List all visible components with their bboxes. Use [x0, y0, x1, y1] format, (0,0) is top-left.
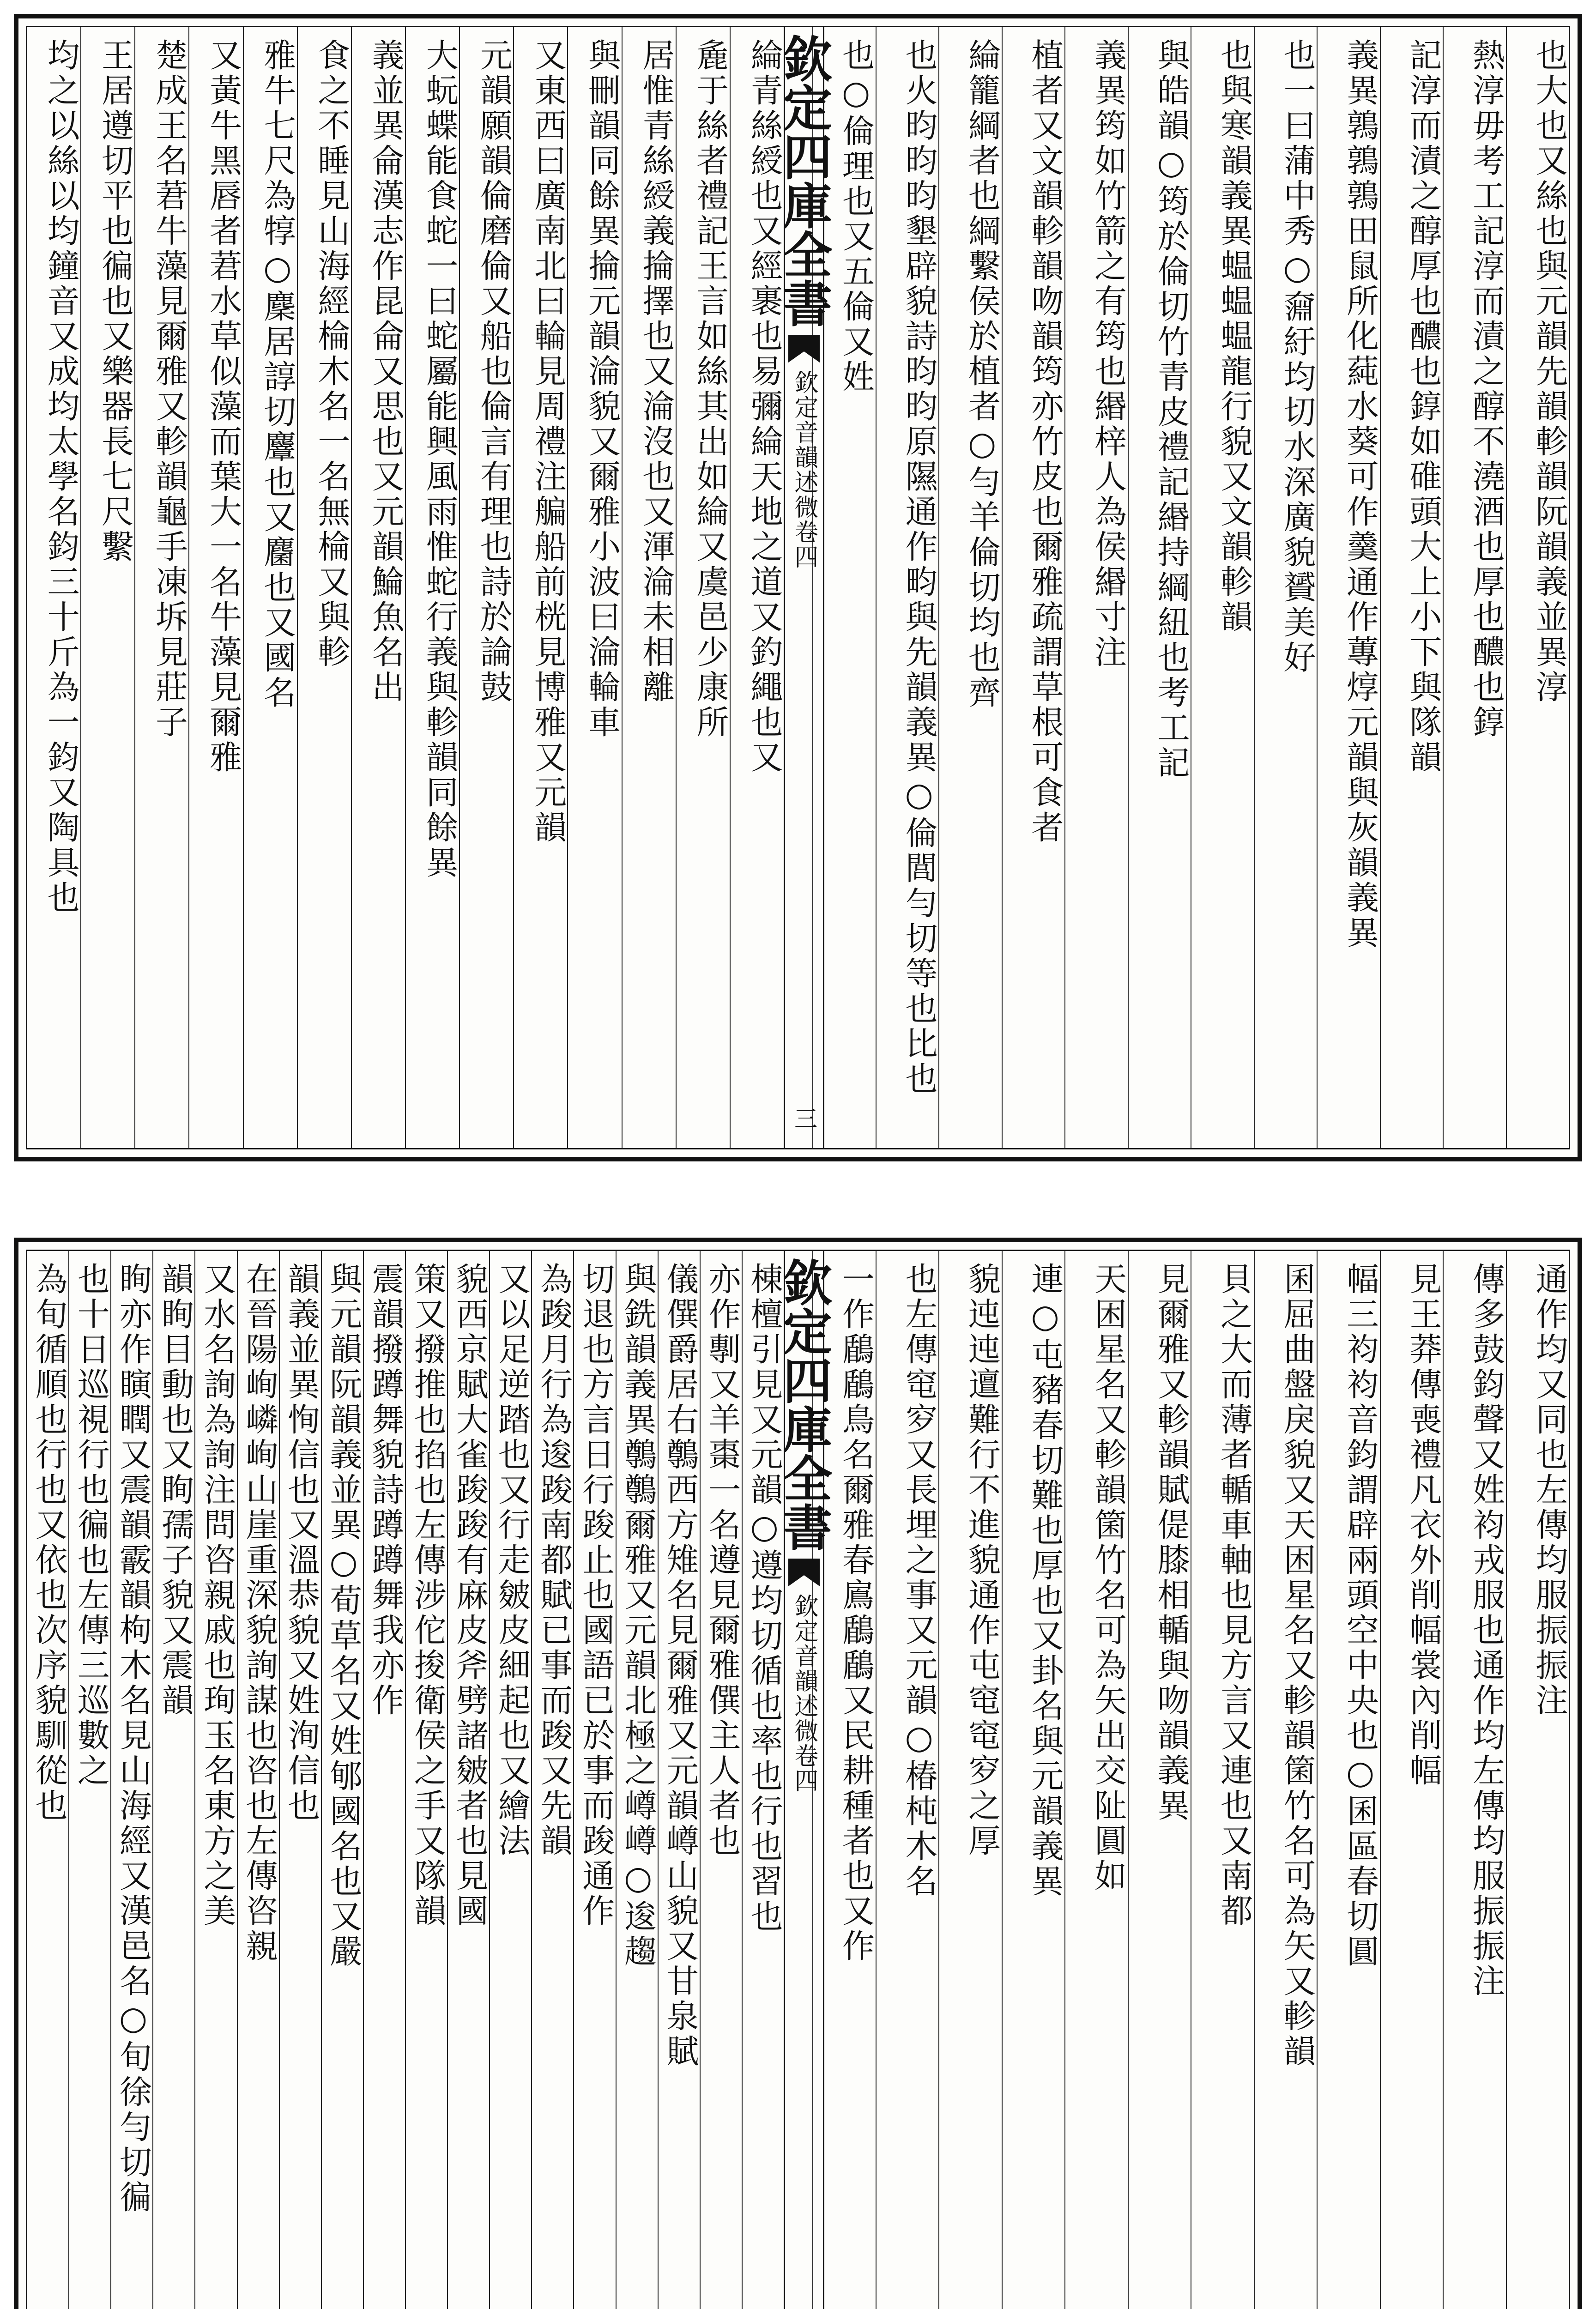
left-half-columns — [27, 27, 784, 1148]
text-column: 記淳而漬之醇厚也醲也錞如碓頭大上小下與隊韻 — [1380, 27, 1443, 1148]
text-column: 傳多鼓鈞聲又姓袀戎服也通作均左傳均服振振注 — [1443, 1251, 1506, 2309]
text-column: 貝之大而薄者輴車軸也見方言又連也又南都 — [1191, 1251, 1254, 2309]
text-column: 也火昀昀昀墾辟貌詩昀昀原隰通作畇與先韻義異○倫閭勻切等也比也 — [876, 27, 939, 1148]
text-column: 與皓韻○筠於倫切竹青皮禮記緡持綱紐也考工記 — [1128, 27, 1191, 1148]
text-column: 也左傳窀穸又長埋之事又元韻○椿杶木名 — [876, 1251, 939, 2309]
text-column: 也○倫理也又五倫又姓 — [812, 27, 876, 1148]
text-column: 熱淳毋考工記淳而漬之醇不澆酒也厚也醲也錞 — [1443, 27, 1506, 1148]
text-column: 食之不睡見山海經棆木名一名無棆又與軫 — [297, 27, 351, 1148]
text-column: 元韻願韻倫磨倫又船也倫言有理也詩於論鼓 — [459, 27, 513, 1148]
right-half-columns — [812, 1251, 1569, 2309]
text-column: 一作鶞鶞鳥名爾雅春鳸鶞鶞又民耕種者也又作 — [812, 1251, 876, 2309]
book-subtitle: 欽定音韻述微 — [790, 1594, 818, 1743]
fish-tail-mark-icon — [788, 1559, 820, 1586]
text-column: 韻眴目動也又眴孺子貌又震韻 — [152, 1251, 194, 2309]
text-column: 亦作剸又羊棗一名遵見爾雅僎主人者也 — [700, 1251, 742, 2309]
text-column: 又以足逆踏也又行走皴皮細起也又繪法 — [489, 1251, 531, 2309]
text-column: 在晉陽峋嶙峋山崖重深貌詢謀也咨也左傳咨親 — [237, 1251, 279, 2309]
text-column: 天困星名又軫韻箘竹名可為矢出交阯圓如 — [1064, 1251, 1128, 2309]
text-column: 植者又文韻軫韻吻韻筠亦竹皮也爾雅疏謂草根可食者 — [1002, 27, 1065, 1148]
text-column: 也大也又絲也與元韻先韻軫韻阮韻義並異淳 — [1506, 27, 1569, 1148]
text-column: 與元韻阮韻義並異○荀草名又姓郇國名也又嚴 — [321, 1251, 363, 2309]
text-column: 又水名詢為詢注問咨親戚也珣玉名東方之美 — [194, 1251, 236, 2309]
text-column: 貌迍迍邅難行不進貌通作屯窀窀穸之厚 — [938, 1251, 1002, 2309]
text-column: 又黃牛黑唇者莙水草似藻而葉大一名牛藻見爾雅 — [188, 27, 242, 1148]
text-column: 與銑韻義異鷷鷷爾雅又元韻北極之嶟嶟○逡趨 — [616, 1251, 658, 2309]
text-column: 為踆月行為逡踆南都賦已事而踆又先韻 — [531, 1251, 573, 2309]
text-column: 又東西曰廣南北曰輪見周禮注艑船前桄見博雅又元韻 — [513, 27, 567, 1148]
text-column: 綸籠綱者也綱繫侯於植者○勻羊倫切均也齊 — [938, 27, 1002, 1148]
text-column: 王居遵切平也徧也又樂器長七尺繫 — [80, 27, 134, 1148]
center-fold-margin — [775, 27, 833, 1148]
text-column: 義異筠如竹箭之有筠也緡梓人為侯緡寸注 — [1064, 27, 1128, 1148]
running-title: 欽定四庫全書 — [775, 34, 833, 327]
text-column: 棟檀引見又元韻○遵均切循也率也行也習也 — [742, 1251, 784, 2309]
left-half-columns — [27, 1251, 784, 2309]
text-column: 眴亦作瞚瞤又震韻霰韻枸木名見山海經又漢邑名○旬徐勻切徧 — [110, 1251, 152, 2309]
text-column: 震韻撥蹲舞貌詩蹲蹲舞我亦作 — [363, 1251, 405, 2309]
text-column: 綸青絲綬也又經裹也易彌綸天地之道又釣繩也又 — [730, 27, 784, 1148]
document-page-top — [14, 14, 1582, 1161]
text-column: 也一曰蒲中秀○奫紆均切水深廣貌贇美好 — [1254, 27, 1317, 1148]
text-column: 義並異侖漢志作昆侖又思也又元韻鯩魚名出 — [351, 27, 405, 1148]
text-column: 義異鶉鶉鶉田鼠所化蒓水葵可作羹通作蓴焞元韻與灰韻義異 — [1317, 27, 1380, 1148]
text-column: 居惟青絲綬義掄擇也又淪沒也又渾淪未相離 — [622, 27, 676, 1148]
page-frame — [26, 1250, 1570, 2309]
text-column: 也十日巡視行也徧也左傳三巡數之 — [68, 1251, 110, 2309]
leaf-number: 三 — [791, 1106, 817, 1130]
running-title: 欽定四庫全書 — [775, 1257, 833, 1551]
text-column: 切退也方言日行踆止也國語已於事而踆通作 — [573, 1251, 615, 2309]
text-column: 大蚖蝶能食蛇一曰蛇屬能興風雨惟蛇行義與軫韻同餘異 — [405, 27, 459, 1148]
text-column: 麁于絲者禮記王言如絲其出如綸又虞邑少康所 — [676, 27, 730, 1148]
text-column: 與刪韻同餘異掄元韻淪貌又爾雅小波曰淪輪車 — [567, 27, 621, 1148]
volume-label: 卷四 — [790, 520, 818, 569]
text-column: 策又撥推也掐也左傳涉佗捘衛侯之手又隊韻 — [405, 1251, 447, 2309]
text-column: 囷屈曲盤戾貌又天困星名又軫韻箘竹名可為矢又軫韻 — [1254, 1251, 1317, 2309]
fish-tail-mark-icon — [788, 335, 820, 363]
text-column: 儀僎爵居右鷷西方雉名見爾雅又元韻嶟山貌又甘泉賦 — [658, 1251, 700, 2309]
text-column: 雅牛七尺為犉○麇居諄切麞也又麕也又國名 — [243, 27, 297, 1148]
text-column: 貌西京賦大雀踆踆有麻皮斧劈諸皴者也見國 — [447, 1251, 489, 2309]
page-frame — [26, 26, 1570, 1149]
text-column: 楚成王名莙牛藻見爾雅又軫韻龜手凍坼見莊子 — [134, 27, 188, 1148]
text-column: 均之以絲以均鐘音又成均太學名鈞三十斤為一鈞又陶具也 — [42, 38, 80, 916]
book-subtitle: 欽定音韻述微 — [790, 370, 818, 520]
text-column: 見爾雅又軫韻賦偍膝相輴與吻韻義異 — [1128, 1251, 1191, 2309]
text-column: 幅三袀袀音鈞謂辟兩頭空中央也○囷區春切圓 — [1317, 1251, 1380, 2309]
center-fold-margin — [775, 1251, 833, 2309]
text-column: 韻義並異恂信也又溫恭貌又姓洵信也 — [279, 1251, 321, 2309]
text-column: 也與寒韻義異蝹蝹蝹龍行貌又文韻軫韻 — [1191, 27, 1254, 1148]
volume-label: 卷四 — [790, 1743, 818, 1793]
text-column: 連○屯豬春切難也厚也又卦名與元韻義異 — [1002, 1251, 1065, 2309]
text-column: 見王莽傳喪禮凡衣外削幅裳內削幅 — [1380, 1251, 1443, 2309]
right-half-columns — [812, 27, 1569, 1148]
document-page-bottom — [14, 1238, 1582, 2309]
text-column: 通作均又同也左傳均服振振注 — [1506, 1251, 1569, 2309]
text-column: 為旬循順也行也又依也次序貌馴從也 — [30, 1262, 68, 1824]
